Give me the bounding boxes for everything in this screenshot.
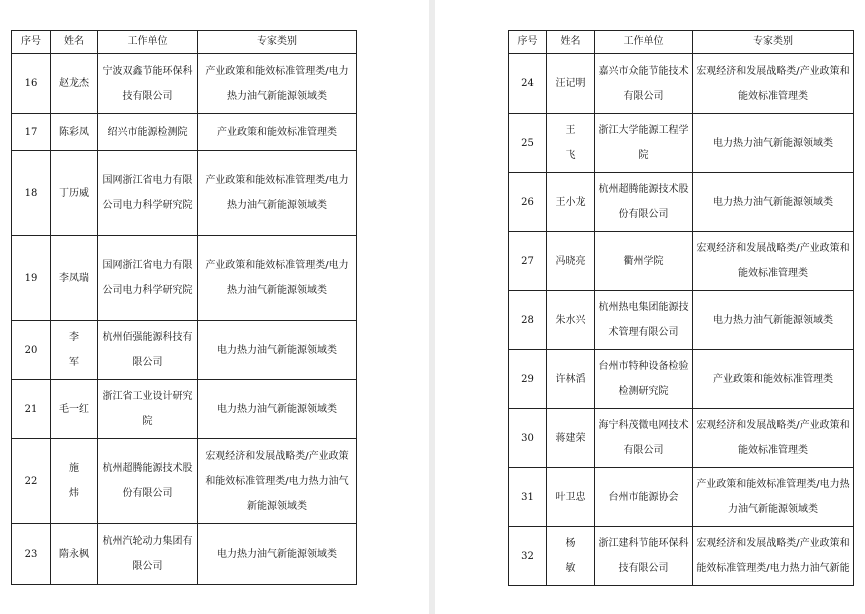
row-index: 28: [509, 291, 547, 350]
row-unit: 杭州热电集团能源技术管理有限公司: [595, 291, 693, 350]
row-index: 21: [12, 380, 51, 439]
header-index: 序号: [12, 31, 51, 54]
table-row: [12, 114, 357, 151]
row-unit: 嘉兴市众能节能技术有限公司: [595, 54, 693, 114]
row-unit: 杭州超腾能源技术股份有限公司: [595, 173, 693, 232]
row-unit: 国网浙江省电力有限公司电力科学研究院: [98, 236, 198, 321]
left-page: [0, 0, 429, 614]
right-page: [435, 0, 865, 614]
row-category: 产业政策和能效标准管理类: [198, 114, 357, 151]
row-category: 电力热力油气新能源领域类: [693, 173, 854, 232]
row-unit: 杭州超腾能源技术股份有限公司: [98, 439, 198, 524]
expert-table-right: [508, 30, 854, 586]
table-row: [509, 173, 854, 232]
row-category: 产业政策和能效标准管理类/电力热力油气新能源领域类: [198, 236, 357, 321]
row-category: 宏观经济和发展战略类/产业政策和能效标准管理类: [693, 54, 854, 114]
row-name: 杨 敏: [547, 527, 595, 586]
row-category: 宏观经济和发展战略类/产业政策和能效标准管理类/电力热力油气新能源领域类: [198, 439, 357, 524]
row-index: 25: [509, 114, 547, 173]
row-name: 许林滔: [547, 350, 595, 409]
row-name: 王小龙: [547, 173, 595, 232]
table-row: [12, 151, 357, 236]
row-name: 丁历威: [51, 151, 98, 236]
row-unit: 宁波双鑫节能环保科技有限公司: [98, 54, 198, 114]
header-unit: 工作单位: [595, 31, 693, 54]
row-index: 26: [509, 173, 547, 232]
table-row: [12, 236, 357, 321]
table-row: [509, 232, 854, 291]
row-unit: 杭州佰强能源科技有限公司: [98, 321, 198, 380]
row-category: 产业政策和能效标准管理类/电力热力油气新能源领域类: [693, 468, 854, 527]
row-index: 31: [509, 468, 547, 527]
row-index: 32: [509, 527, 547, 586]
row-category: 产业政策和能效标准管理类/电力热力油气新能源领域类: [198, 151, 357, 236]
table-row: [509, 291, 854, 350]
header-category: 专家类别: [198, 31, 357, 54]
row-unit: 台州市特种设备检验检测研究院: [595, 350, 693, 409]
row-name: 隋永枫: [51, 524, 98, 585]
row-category: 电力热力油气新能源领域类: [198, 524, 357, 585]
table-row: [509, 350, 854, 409]
row-unit: 浙江建科节能环保科技有限公司: [595, 527, 693, 586]
row-index: 16: [12, 54, 51, 114]
table-row: [12, 380, 357, 439]
row-index: 17: [12, 114, 51, 151]
row-unit: 衢州学院: [595, 232, 693, 291]
row-category: 电力热力油气新能源领域类: [198, 321, 357, 380]
row-category: 宏观经济和发展战略类/产业政策和能效标准管理类/电力热力油气新能: [693, 527, 854, 586]
header-name: 姓名: [51, 31, 98, 54]
row-name: 王 飞: [547, 114, 595, 173]
row-name: 朱水兴: [547, 291, 595, 350]
row-index: 30: [509, 409, 547, 468]
row-index: 22: [12, 439, 51, 524]
row-index: 19: [12, 236, 51, 321]
row-index: 23: [12, 524, 51, 585]
table-row: [509, 114, 854, 173]
row-index: 18: [12, 151, 51, 236]
row-unit: 浙江大学能源工程学院: [595, 114, 693, 173]
row-name: 冯晓亮: [547, 232, 595, 291]
row-unit: 台州市能源协会: [595, 468, 693, 527]
row-unit: 绍兴市能源检测院: [98, 114, 198, 151]
header-row: [12, 31, 357, 54]
row-unit: 海宁科茂微电网技术有限公司: [595, 409, 693, 468]
row-unit: 国网浙江省电力有限公司电力科学研究院: [98, 151, 198, 236]
row-index: 24: [509, 54, 547, 114]
row-name: 叶卫忠: [547, 468, 595, 527]
header-index: 序号: [509, 31, 547, 54]
row-unit: 杭州汽轮动力集团有限公司: [98, 524, 198, 585]
row-index: 29: [509, 350, 547, 409]
table-row: [509, 468, 854, 527]
expert-table-left: [11, 30, 357, 585]
table-row: [509, 54, 854, 114]
row-name: 李凤瑞: [51, 236, 98, 321]
row-index: 27: [509, 232, 547, 291]
row-category: 产业政策和能效标准管理类/电力热力油气新能源领域类: [198, 54, 357, 114]
table-row: [12, 439, 357, 524]
row-name: 汪记明: [547, 54, 595, 114]
table-row: [12, 321, 357, 380]
header-unit: 工作单位: [98, 31, 198, 54]
row-name: 施 炜: [51, 439, 98, 524]
row-name: 蒋建荣: [547, 409, 595, 468]
row-name: 李 军: [51, 321, 98, 380]
row-unit: 浙江省工业设计研究院: [98, 380, 198, 439]
table-row: [509, 527, 854, 586]
row-index: 20: [12, 321, 51, 380]
header-row: [509, 31, 854, 54]
row-category: 电力热力油气新能源领域类: [693, 114, 854, 173]
row-name: 陈彩凤: [51, 114, 98, 151]
row-category: 宏观经济和发展战略类/产业政策和能效标准管理类: [693, 409, 854, 468]
table-row: [509, 409, 854, 468]
row-category: 电力热力油气新能源领域类: [693, 291, 854, 350]
table-row: [12, 524, 357, 585]
row-category: 电力热力油气新能源领域类: [198, 380, 357, 439]
table-row: [12, 54, 357, 114]
row-category: 产业政策和能效标准管理类: [693, 350, 854, 409]
row-name: 赵龙杰: [51, 54, 98, 114]
header-name: 姓名: [547, 31, 595, 54]
header-category: 专家类别: [693, 31, 854, 54]
row-category: 宏观经济和发展战略类/产业政策和能效标准管理类: [693, 232, 854, 291]
row-name: 毛一红: [51, 380, 98, 439]
